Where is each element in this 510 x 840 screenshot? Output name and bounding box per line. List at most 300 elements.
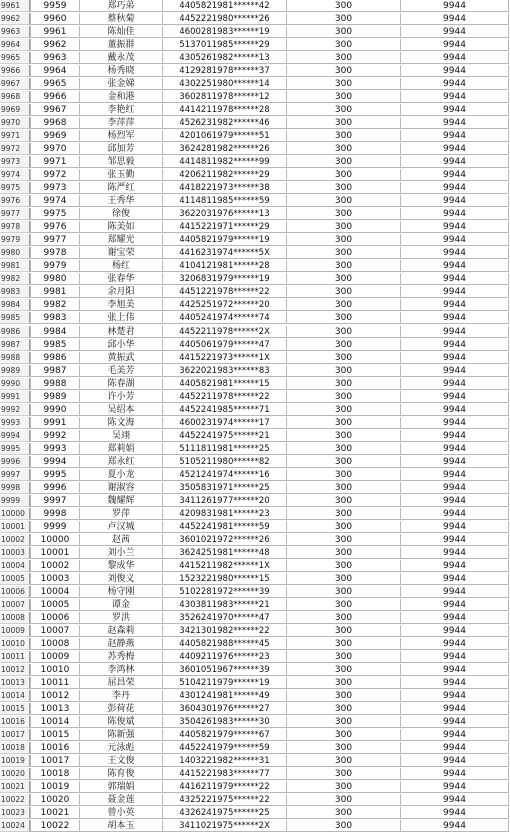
cell-amount[interactable]: 300 <box>287 143 401 155</box>
cell-amount[interactable]: 300 <box>287 404 401 416</box>
cell-seq[interactable]: 9968 <box>30 117 80 129</box>
cell-total[interactable]: 9944 <box>401 794 509 806</box>
cell-amount[interactable]: 300 <box>287 352 401 364</box>
cell-id-number[interactable]: 4325221975******22 <box>163 794 287 806</box>
cell-amount[interactable]: 300 <box>287 703 401 715</box>
table-row[interactable] <box>0 482 510 495</box>
row-header[interactable]: 9974 <box>0 169 30 181</box>
cell-amount[interactable]: 300 <box>287 221 401 233</box>
table-row[interactable] <box>0 768 510 781</box>
cell-id-number[interactable]: 4452221980******26 <box>163 13 287 25</box>
cell-id-number[interactable]: 4452241981******59 <box>163 521 287 533</box>
table-row[interactable] <box>0 573 510 586</box>
table-row[interactable] <box>0 143 510 156</box>
cell-name[interactable]: 陈文海 <box>80 417 163 429</box>
table-row[interactable] <box>0 39 510 52</box>
table-row[interactable] <box>0 690 510 703</box>
table-row[interactable] <box>0 625 510 638</box>
row-header[interactable]: 10023 <box>0 807 30 819</box>
cell-amount[interactable]: 300 <box>287 104 401 116</box>
cell-id-number[interactable]: 4114811985******59 <box>163 195 287 207</box>
row-header[interactable]: 9971 <box>0 130 30 142</box>
cell-id-number[interactable]: 4415211982******1X <box>163 560 287 572</box>
cell-name[interactable]: 谢淑容 <box>80 482 163 494</box>
cell-total[interactable]: 9944 <box>401 326 509 338</box>
cell-total[interactable]: 9944 <box>401 586 509 598</box>
cell-total[interactable]: 9944 <box>401 26 509 38</box>
cell-amount[interactable]: 300 <box>287 482 401 494</box>
table-row[interactable] <box>0 612 510 625</box>
row-header[interactable]: 9989 <box>0 365 30 377</box>
table-row[interactable] <box>0 130 510 143</box>
cell-seq[interactable]: 9966 <box>30 91 80 103</box>
cell-id-number[interactable]: 4415221973******1X <box>163 352 287 364</box>
row-header[interactable]: 9995 <box>0 443 30 455</box>
cell-seq[interactable]: 9976 <box>30 221 80 233</box>
row-header[interactable]: 10011 <box>0 651 30 663</box>
cell-name[interactable]: 胡本玉 <box>80 820 163 832</box>
row-header[interactable]: 9962 <box>0 13 30 25</box>
cell-seq[interactable]: 9979 <box>30 260 80 272</box>
cell-seq[interactable]: 9975 <box>30 208 80 220</box>
cell-name[interactable]: 陈育俊 <box>80 768 163 780</box>
row-header[interactable]: 9966 <box>0 65 30 77</box>
cell-total[interactable]: 9944 <box>401 13 509 25</box>
cell-seq[interactable]: 9980 <box>30 273 80 285</box>
cell-seq[interactable]: 9963 <box>30 52 80 64</box>
cell-id-number[interactable]: 3601021972******26 <box>163 534 287 546</box>
table-row[interactable] <box>0 195 510 208</box>
table-row[interactable] <box>0 586 510 599</box>
cell-name[interactable]: 戴永茂 <box>80 52 163 64</box>
cell-name[interactable]: 张金娣 <box>80 78 163 90</box>
cell-amount[interactable]: 300 <box>287 664 401 676</box>
cell-amount[interactable]: 300 <box>287 260 401 272</box>
cell-seq[interactable]: 9978 <box>30 247 80 259</box>
cell-id-number[interactable]: 4526231982******46 <box>163 117 287 129</box>
cell-name[interactable]: 邱加芳 <box>80 143 163 155</box>
row-header[interactable]: 10013 <box>0 677 30 689</box>
cell-name[interactable]: 毛美芳 <box>80 365 163 377</box>
cell-id-number[interactable]: 5137011985******29 <box>163 39 287 51</box>
cell-name[interactable]: 赵茜 <box>80 534 163 546</box>
cell-id-number[interactable]: 4418221973******38 <box>163 182 287 194</box>
cell-id-number[interactable]: 1403221982******31 <box>163 755 287 767</box>
cell-amount[interactable]: 300 <box>287 456 401 468</box>
cell-id-number[interactable]: 3411261977******20 <box>163 495 287 507</box>
cell-total[interactable]: 9944 <box>401 117 509 129</box>
cell-seq[interactable]: 10005 <box>30 599 80 611</box>
cell-id-number[interactable]: 4452241975******21 <box>163 430 287 442</box>
cell-amount[interactable]: 300 <box>287 469 401 481</box>
cell-name[interactable]: 罗洪 <box>80 612 163 624</box>
table-row[interactable] <box>0 78 510 91</box>
table-row[interactable] <box>0 560 510 573</box>
table-row[interactable] <box>0 404 510 417</box>
cell-seq[interactable]: 9995 <box>30 469 80 481</box>
cell-name[interactable]: 元泳彪 <box>80 742 163 754</box>
cell-total[interactable]: 9944 <box>401 299 509 311</box>
cell-seq[interactable]: 10015 <box>30 729 80 741</box>
row-header[interactable]: 10017 <box>0 729 30 741</box>
cell-amount[interactable]: 300 <box>287 547 401 559</box>
cell-name[interactable]: 谭金 <box>80 599 163 611</box>
cell-total[interactable]: 9944 <box>401 534 509 546</box>
cell-total[interactable]: 9944 <box>401 208 509 220</box>
cell-total[interactable]: 9944 <box>401 781 509 793</box>
cell-seq[interactable]: 10018 <box>30 768 80 780</box>
cell-amount[interactable]: 300 <box>287 807 401 819</box>
cell-name[interactable]: 李旭美 <box>80 299 163 311</box>
row-header[interactable]: 10005 <box>0 573 30 585</box>
cell-name[interactable]: 陈美如 <box>80 221 163 233</box>
row-header[interactable]: 9994 <box>0 430 30 442</box>
cell-name[interactable]: 徐俊 <box>80 208 163 220</box>
row-header[interactable]: 10022 <box>0 794 30 806</box>
cell-amount[interactable]: 300 <box>287 521 401 533</box>
cell-name[interactable]: 魏耀辉 <box>80 495 163 507</box>
cell-id-number[interactable]: 4425251972******20 <box>163 299 287 311</box>
table-row[interactable] <box>0 117 510 130</box>
cell-total[interactable]: 9944 <box>401 495 509 507</box>
cell-seq[interactable]: 10002 <box>30 560 80 572</box>
cell-amount[interactable]: 300 <box>287 65 401 77</box>
table-row[interactable] <box>0 807 510 820</box>
cell-amount[interactable]: 300 <box>287 430 401 442</box>
table-row[interactable] <box>0 273 510 286</box>
table-row[interactable] <box>0 378 510 391</box>
cell-total[interactable]: 9944 <box>401 703 509 715</box>
cell-name[interactable]: 邱小华 <box>80 339 163 351</box>
row-header[interactable]: 9970 <box>0 117 30 129</box>
table-row[interactable] <box>0 664 510 677</box>
cell-total[interactable]: 9944 <box>401 456 509 468</box>
cell-amount[interactable]: 300 <box>287 365 401 377</box>
cell-seq[interactable]: 10022 <box>30 820 80 832</box>
cell-seq[interactable]: 9996 <box>30 482 80 494</box>
cell-amount[interactable]: 300 <box>287 508 401 520</box>
cell-seq[interactable]: 10014 <box>30 716 80 728</box>
cell-id-number[interactable]: 4416231974******5X <box>163 247 287 259</box>
cell-amount[interactable]: 300 <box>287 195 401 207</box>
cell-id-number[interactable]: 4405061979******47 <box>163 339 287 351</box>
table-row[interactable] <box>0 599 510 612</box>
cell-total[interactable]: 9944 <box>401 807 509 819</box>
row-header[interactable]: 9985 <box>0 312 30 324</box>
cell-seq[interactable]: 10003 <box>30 573 80 585</box>
cell-name[interactable]: 吴翊 <box>80 430 163 442</box>
cell-seq[interactable]: 9989 <box>30 391 80 403</box>
cell-id-number[interactable]: 4305261982******13 <box>163 52 287 64</box>
cell-seq[interactable]: 10019 <box>30 781 80 793</box>
row-header[interactable]: 9999 <box>0 495 30 507</box>
cell-seq[interactable]: 9984 <box>30 326 80 338</box>
cell-name[interactable]: 屈昌荣 <box>80 677 163 689</box>
cell-id-number[interactable]: 4129281978******37 <box>163 65 287 77</box>
row-header[interactable]: 10018 <box>0 742 30 754</box>
cell-total[interactable]: 9944 <box>401 365 509 377</box>
cell-total[interactable]: 9944 <box>401 638 509 650</box>
cell-amount[interactable]: 300 <box>287 0 401 12</box>
cell-id-number[interactable]: 5102281972******39 <box>163 586 287 598</box>
cell-total[interactable]: 9944 <box>401 130 509 142</box>
cell-seq[interactable]: 10004 <box>30 586 80 598</box>
cell-total[interactable]: 9944 <box>401 716 509 728</box>
cell-name[interactable]: 许小芳 <box>80 391 163 403</box>
cell-seq[interactable]: 9974 <box>30 195 80 207</box>
cell-name[interactable]: 赵森莉 <box>80 625 163 637</box>
cell-seq[interactable]: 9988 <box>30 378 80 390</box>
cell-amount[interactable]: 300 <box>287 13 401 25</box>
row-header[interactable]: 9988 <box>0 352 30 364</box>
cell-amount[interactable]: 300 <box>287 560 401 572</box>
row-header[interactable]: 10014 <box>0 690 30 702</box>
cell-total[interactable]: 9944 <box>401 273 509 285</box>
cell-amount[interactable]: 300 <box>287 820 401 832</box>
cell-id-number[interactable]: 4405821979******19 <box>163 234 287 246</box>
cell-amount[interactable]: 300 <box>287 612 401 624</box>
cell-seq[interactable]: 9964 <box>30 65 80 77</box>
cell-seq[interactable]: 10001 <box>30 547 80 559</box>
cell-amount[interactable]: 300 <box>287 755 401 767</box>
table-row[interactable] <box>0 703 510 716</box>
cell-total[interactable]: 9944 <box>401 247 509 259</box>
table-row[interactable] <box>0 234 510 247</box>
table-row[interactable] <box>0 755 510 768</box>
row-header[interactable]: 9998 <box>0 482 30 494</box>
cell-id-number[interactable]: 4405821988******45 <box>163 638 287 650</box>
cell-seq[interactable]: 10017 <box>30 755 80 767</box>
cell-seq[interactable]: 10007 <box>30 625 80 637</box>
row-header[interactable]: 9977 <box>0 208 30 220</box>
table-row[interactable] <box>0 781 510 794</box>
cell-seq[interactable]: 9967 <box>30 104 80 116</box>
table-row[interactable] <box>0 91 510 104</box>
row-header[interactable]: 10021 <box>0 781 30 793</box>
cell-id-number[interactable]: 4405821981******42 <box>163 0 287 12</box>
cell-name[interactable]: 苏秀梅 <box>80 651 163 663</box>
cell-total[interactable]: 9944 <box>401 260 509 272</box>
cell-seq[interactable]: 9998 <box>30 508 80 520</box>
cell-total[interactable]: 9944 <box>401 104 509 116</box>
cell-name[interactable]: 董振群 <box>80 39 163 51</box>
cell-seq[interactable]: 9960 <box>30 13 80 25</box>
cell-id-number[interactable]: 4521241974******16 <box>163 469 287 481</box>
cell-total[interactable]: 9944 <box>401 182 509 194</box>
cell-name[interactable]: 黎成华 <box>80 560 163 572</box>
row-header[interactable]: 10006 <box>0 586 30 598</box>
cell-seq[interactable]: 9993 <box>30 443 80 455</box>
cell-seq[interactable]: 10012 <box>30 690 80 702</box>
row-header[interactable]: 10020 <box>0 768 30 780</box>
row-header[interactable]: 9975 <box>0 182 30 194</box>
table-row[interactable] <box>0 339 510 352</box>
row-header[interactable]: 9986 <box>0 326 30 338</box>
cell-amount[interactable]: 300 <box>287 443 401 455</box>
cell-name[interactable]: 杨红 <box>80 260 163 272</box>
table-row[interactable] <box>0 260 510 273</box>
cell-id-number[interactable]: 4409211976******23 <box>163 651 287 663</box>
cell-total[interactable]: 9944 <box>401 312 509 324</box>
table-row[interactable] <box>0 299 510 312</box>
cell-amount[interactable]: 300 <box>287 299 401 311</box>
cell-amount[interactable]: 300 <box>287 651 401 663</box>
row-header[interactable]: 10001 <box>0 521 30 533</box>
row-header[interactable]: 9961 <box>0 0 30 12</box>
cell-total[interactable]: 9944 <box>401 378 509 390</box>
cell-total[interactable]: 9944 <box>401 547 509 559</box>
cell-id-number[interactable]: 4452211978******22 <box>163 391 287 403</box>
cell-seq[interactable]: 9961 <box>30 26 80 38</box>
cell-seq[interactable]: 9999 <box>30 521 80 533</box>
cell-total[interactable]: 9944 <box>401 768 509 780</box>
table-row[interactable] <box>0 65 510 78</box>
cell-seq[interactable]: 9969 <box>30 130 80 142</box>
cell-name[interactable]: 曾小英 <box>80 807 163 819</box>
table-row[interactable] <box>0 352 510 365</box>
cell-id-number[interactable]: 5105211980******82 <box>163 456 287 468</box>
cell-seq[interactable]: 10016 <box>30 742 80 754</box>
cell-amount[interactable]: 300 <box>287 729 401 741</box>
cell-name[interactable]: 郭瑞娟 <box>80 781 163 793</box>
cell-name[interactable]: 郑耀光 <box>80 234 163 246</box>
table-row[interactable] <box>0 247 510 260</box>
cell-amount[interactable]: 300 <box>287 156 401 168</box>
cell-name[interactable]: 谢宝荣 <box>80 247 163 259</box>
cell-seq[interactable]: 10000 <box>30 534 80 546</box>
table-row[interactable] <box>0 182 510 195</box>
cell-seq[interactable]: 9959 <box>30 0 80 12</box>
cell-total[interactable]: 9944 <box>401 651 509 663</box>
cell-name[interactable]: 陈灿佳 <box>80 26 163 38</box>
cell-amount[interactable]: 300 <box>287 312 401 324</box>
table-row[interactable] <box>0 221 510 234</box>
cell-seq[interactable]: 10013 <box>30 703 80 715</box>
cell-id-number[interactable]: 3624281982******26 <box>163 143 287 155</box>
cell-total[interactable]: 9944 <box>401 169 509 181</box>
cell-total[interactable]: 9944 <box>401 91 509 103</box>
row-header[interactable]: 10009 <box>0 625 30 637</box>
table-row[interactable] <box>0 456 510 469</box>
cell-seq[interactable]: 10011 <box>30 677 80 689</box>
cell-amount[interactable]: 300 <box>287 286 401 298</box>
cell-id-number[interactable]: 3504261983******30 <box>163 716 287 728</box>
row-header[interactable]: 10015 <box>0 703 30 715</box>
cell-name[interactable]: 李丹 <box>80 690 163 702</box>
cell-total[interactable]: 9944 <box>401 286 509 298</box>
cell-name[interactable]: 林楚君 <box>80 326 163 338</box>
cell-id-number[interactable]: 4416211979******22 <box>163 781 287 793</box>
table-row[interactable] <box>0 365 510 378</box>
cell-name[interactable]: 刘小兰 <box>80 547 163 559</box>
row-header[interactable]: 10016 <box>0 716 30 728</box>
row-header[interactable]: 9983 <box>0 286 30 298</box>
cell-amount[interactable]: 300 <box>287 182 401 194</box>
cell-total[interactable]: 9944 <box>401 195 509 207</box>
table-row[interactable] <box>0 521 510 534</box>
table-row[interactable] <box>0 208 510 221</box>
cell-name[interactable]: 邹思毅 <box>80 156 163 168</box>
cell-name[interactable]: 卢汉城 <box>80 521 163 533</box>
cell-amount[interactable]: 300 <box>287 117 401 129</box>
cell-name[interactable]: 杨秀晓 <box>80 65 163 77</box>
row-header[interactable]: 9987 <box>0 339 30 351</box>
cell-amount[interactable]: 300 <box>287 586 401 598</box>
cell-name[interactable]: 吴绍本 <box>80 404 163 416</box>
row-header[interactable]: 10008 <box>0 612 30 624</box>
row-header[interactable]: 9964 <box>0 39 30 51</box>
row-header[interactable]: 9963 <box>0 26 30 38</box>
cell-total[interactable]: 9944 <box>401 820 509 832</box>
cell-id-number[interactable]: 3622021983******83 <box>163 365 287 377</box>
cell-amount[interactable]: 300 <box>287 326 401 338</box>
cell-name[interactable]: 张上伟 <box>80 312 163 324</box>
cell-id-number[interactable]: 3604301976******27 <box>163 703 287 715</box>
row-header[interactable]: 9976 <box>0 195 30 207</box>
table-row[interactable] <box>0 716 510 729</box>
table-row[interactable] <box>0 312 510 325</box>
cell-total[interactable]: 9944 <box>401 156 509 168</box>
cell-total[interactable]: 9944 <box>401 430 509 442</box>
cell-total[interactable]: 9944 <box>401 78 509 90</box>
cell-name[interactable]: 刘俊义 <box>80 573 163 585</box>
cell-id-number[interactable]: 3206831979******19 <box>163 273 287 285</box>
cell-id-number[interactable]: 4414811982******99 <box>163 156 287 168</box>
cell-name[interactable]: 聂金莲 <box>80 794 163 806</box>
cell-name[interactable]: 郑莉娟 <box>80 443 163 455</box>
cell-amount[interactable]: 300 <box>287 78 401 90</box>
cell-seq[interactable]: 10021 <box>30 807 80 819</box>
cell-name[interactable]: 余月阳 <box>80 286 163 298</box>
cell-id-number[interactable]: 3411021975******2X <box>163 820 287 832</box>
row-header[interactable]: 10010 <box>0 638 30 650</box>
cell-amount[interactable]: 300 <box>287 534 401 546</box>
cell-seq[interactable]: 9962 <box>30 39 80 51</box>
cell-name[interactable]: 陈新强 <box>80 729 163 741</box>
row-header[interactable]: 10024 <box>0 820 30 832</box>
table-row[interactable] <box>0 508 510 521</box>
row-header[interactable]: 9979 <box>0 234 30 246</box>
cell-total[interactable]: 9944 <box>401 664 509 676</box>
cell-total[interactable]: 9944 <box>401 469 509 481</box>
cell-name[interactable]: 郑巧弟 <box>80 0 163 12</box>
table-row[interactable] <box>0 443 510 456</box>
cell-amount[interactable]: 300 <box>287 26 401 38</box>
cell-name[interactable]: 罗萍 <box>80 508 163 520</box>
cell-amount[interactable]: 300 <box>287 690 401 702</box>
table-row[interactable] <box>0 13 510 26</box>
table-row[interactable] <box>0 638 510 651</box>
row-header[interactable]: 9969 <box>0 104 30 116</box>
cell-seq[interactable]: 9983 <box>30 312 80 324</box>
cell-id-number[interactable]: 4104121981******28 <box>163 260 287 272</box>
cell-id-number[interactable]: 4452241985******71 <box>163 404 287 416</box>
cell-seq[interactable]: 9982 <box>30 299 80 311</box>
row-header[interactable]: 9981 <box>0 260 30 272</box>
row-header[interactable]: 9997 <box>0 469 30 481</box>
cell-id-number[interactable]: 4415221983******77 <box>163 768 287 780</box>
cell-id-number[interactable]: 4452241979******59 <box>163 742 287 754</box>
cell-name[interactable]: 王秀华 <box>80 195 163 207</box>
cell-amount[interactable]: 300 <box>287 417 401 429</box>
cell-id-number[interactable]: 3505831971******25 <box>163 482 287 494</box>
cell-total[interactable]: 9944 <box>401 234 509 246</box>
table-row[interactable] <box>0 26 510 39</box>
cell-total[interactable]: 9944 <box>401 755 509 767</box>
cell-id-number[interactable]: 4414211978******28 <box>163 104 287 116</box>
cell-seq[interactable]: 9991 <box>30 417 80 429</box>
table-row[interactable] <box>0 547 510 560</box>
